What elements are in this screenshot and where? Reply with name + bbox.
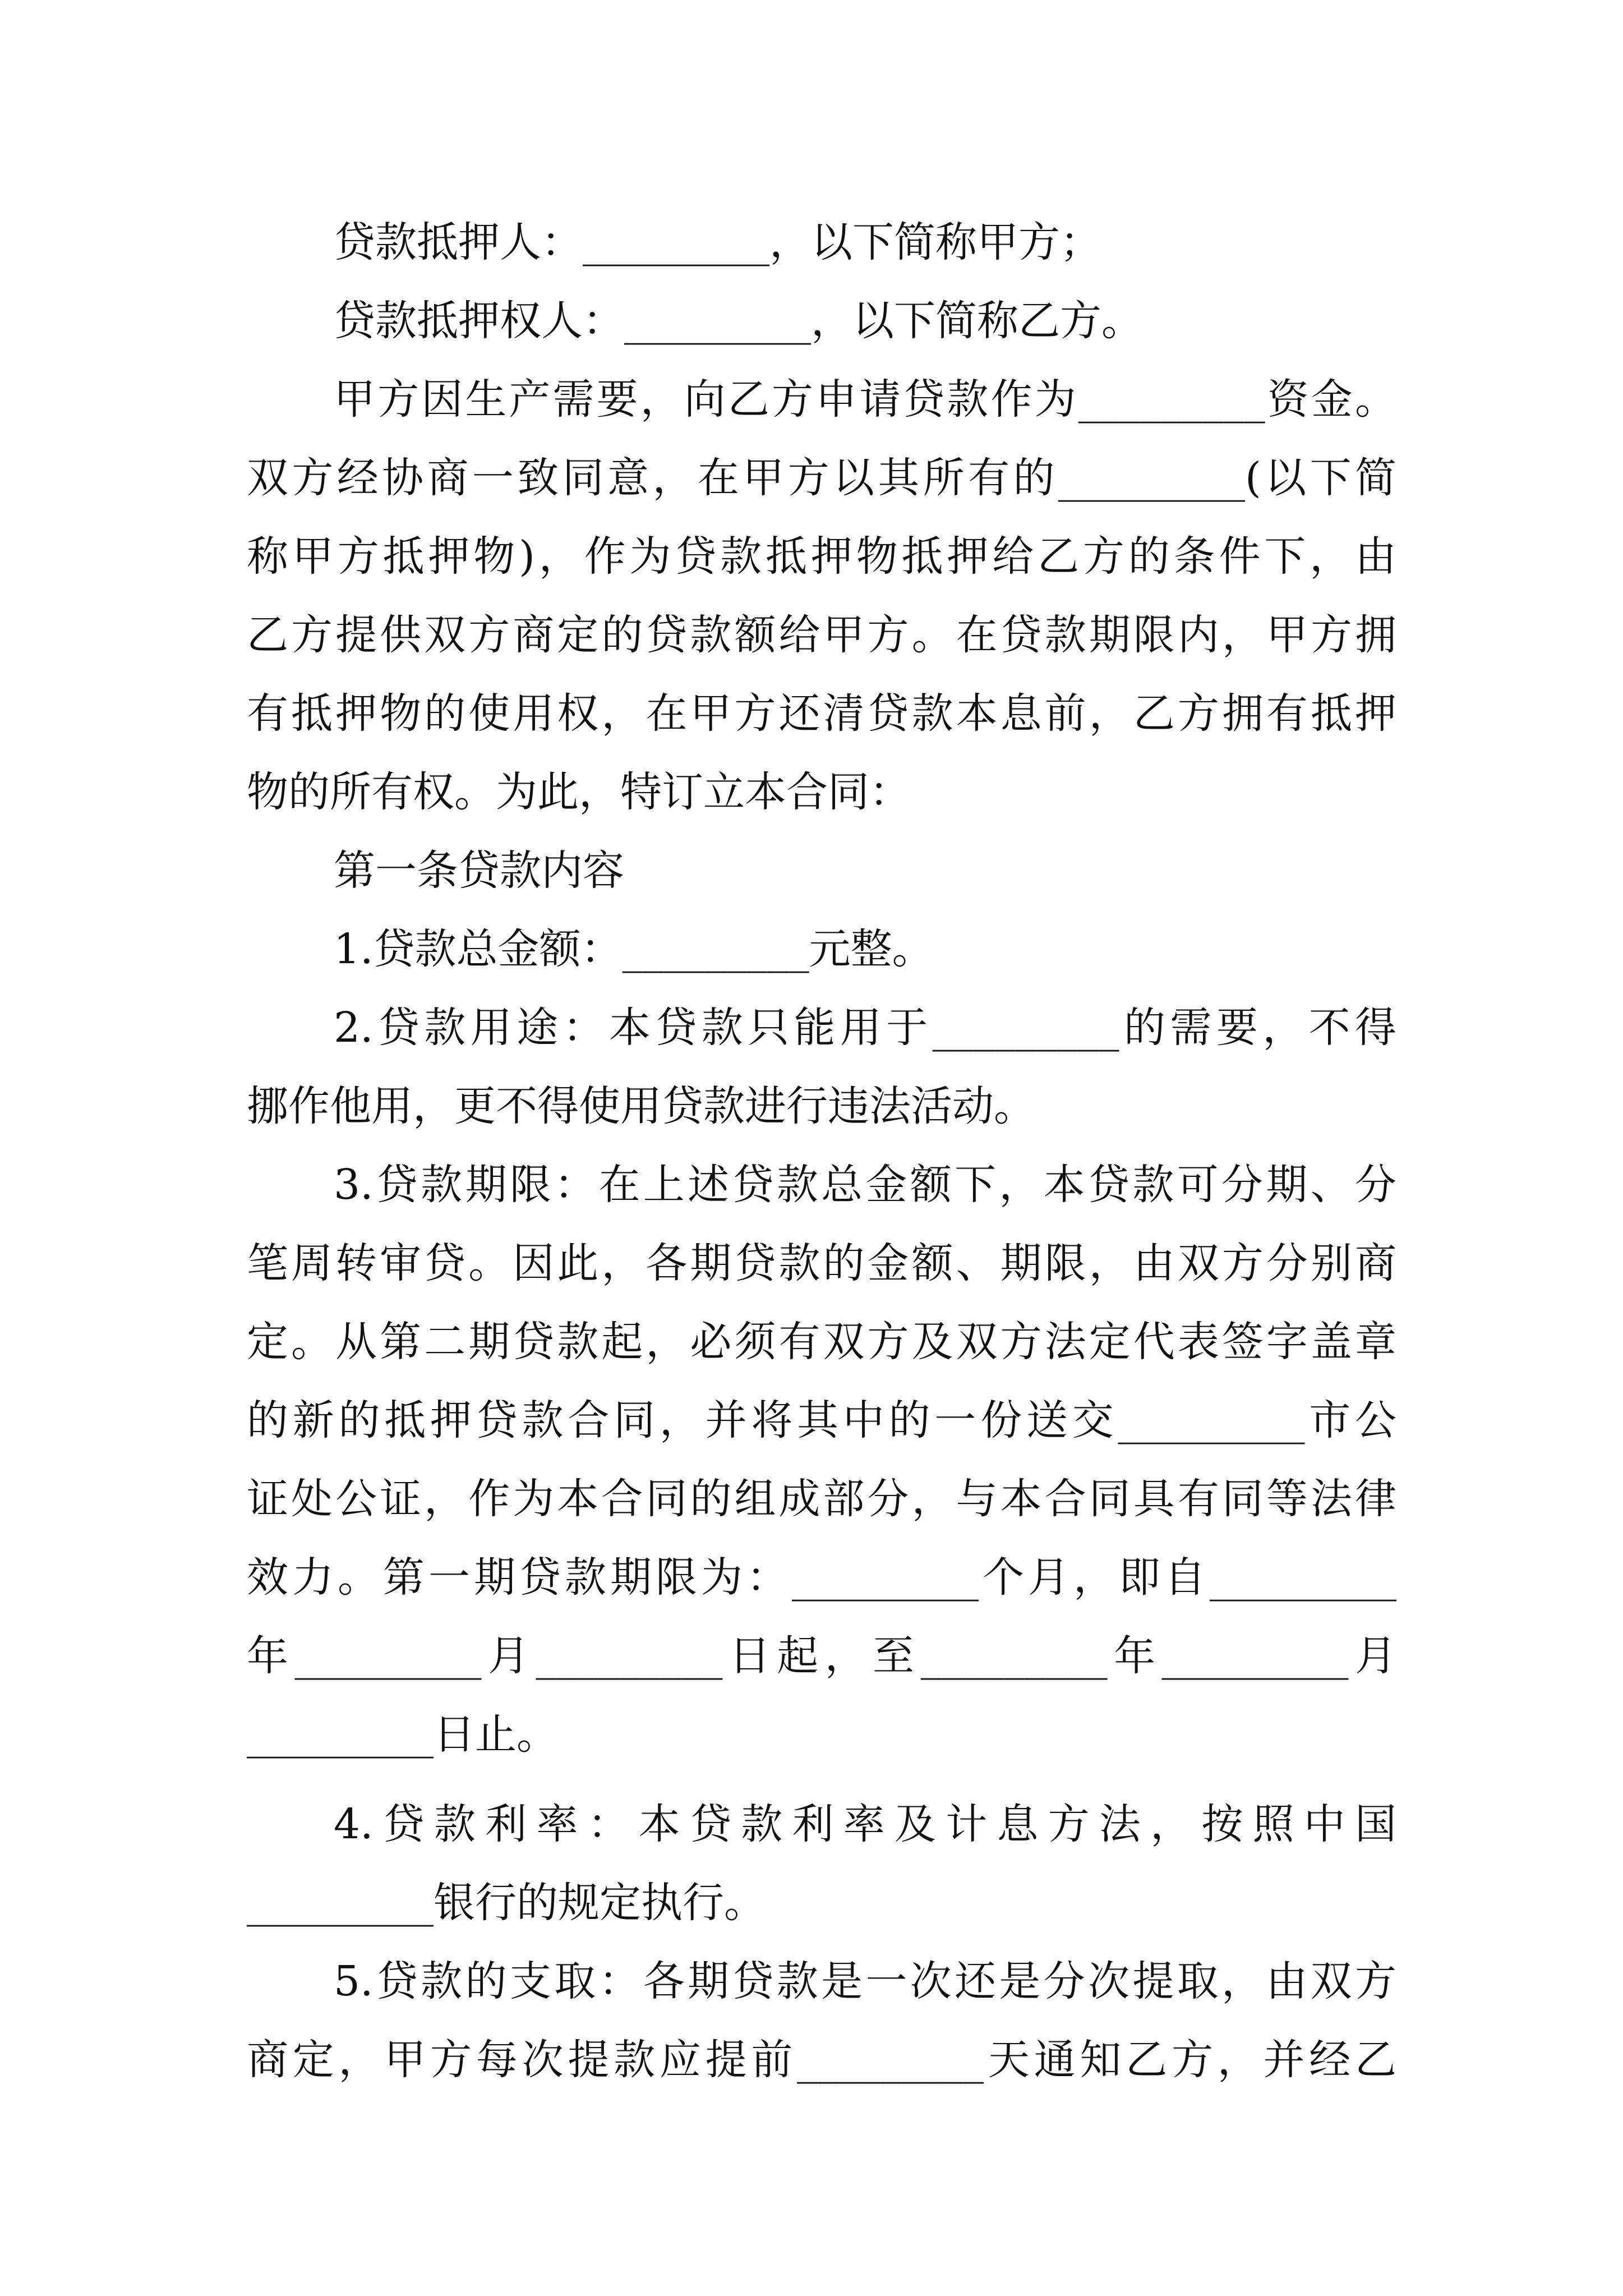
text-line: 的新的抵押贷款合同，并将其中的一份送交_________市公 (247, 1396, 1396, 1444)
text-line: 2.贷款用途：本贷款只能用于_________的需要，不得 (334, 1004, 1396, 1052)
text-line: 贷款抵押人：_________，以下简称甲方； (334, 218, 1101, 266)
text-line: _________银行的规定执行。 (247, 1879, 766, 1927)
text-line: 定。从第二期贷款起，必须有双方及双方法定代表签字盖章 (247, 1318, 1396, 1366)
text-line: 甲方因生产需要，向乙方申请贷款作为_________资金。 (334, 375, 1396, 424)
text-line: 年_________月_________日起，至_________年_________月 (247, 1632, 1396, 1680)
text-line: 1.贷款总金额：_________元整。 (334, 925, 934, 973)
text-line: 3.贷款期限：在上述贷款总金额下，本贷款可分期、分 (334, 1161, 1396, 1209)
text-line: 乙方提供双方商定的贷款额给甲方。在贷款期限内，甲方拥 (247, 611, 1396, 659)
text-line: 证处公证，作为本合同的组成部分，与本合同具有同等法律 (247, 1475, 1396, 1523)
text-line: 笔周转审贷。因此，各期贷款的金额、期限，由双方分别商 (247, 1239, 1396, 1287)
text-line: _________日止。 (247, 1710, 558, 1759)
text-line: 商定，甲方每次提款应提前_________天通知乙方，并经乙 (247, 2036, 1396, 2084)
text-line: 挪作他用，更不得使用贷款进行违法活动。 (247, 1082, 1035, 1130)
text-line: 双方经协商一致同意，在甲方以其所有的_________(以下简 (247, 454, 1396, 502)
text-line: 物的所有权。为此，特订立本合同： (247, 768, 911, 816)
text-line: 有抵押物的使用权，在甲方还清贷款本息前，乙方拥有抵押 (247, 689, 1396, 738)
text-line: 贷款抵押权人：_________，以下简称乙方。 (334, 297, 1143, 345)
text-line: 4.贷款利率：本贷款利率及计息方法，按照中国 (334, 1800, 1396, 1848)
text-line: 5.贷款的支取：各期贷款是一次还是分次提取，由双方 (334, 1957, 1396, 2005)
text-line: 效力。第一期贷款期限为：_________个月，即自_________ (247, 1553, 1396, 1602)
text-line: 称甲方抵押物)，作为贷款抵押物抵押给乙方的条件下，由 (247, 532, 1396, 581)
section-heading: 第一条贷款内容 (334, 846, 624, 895)
